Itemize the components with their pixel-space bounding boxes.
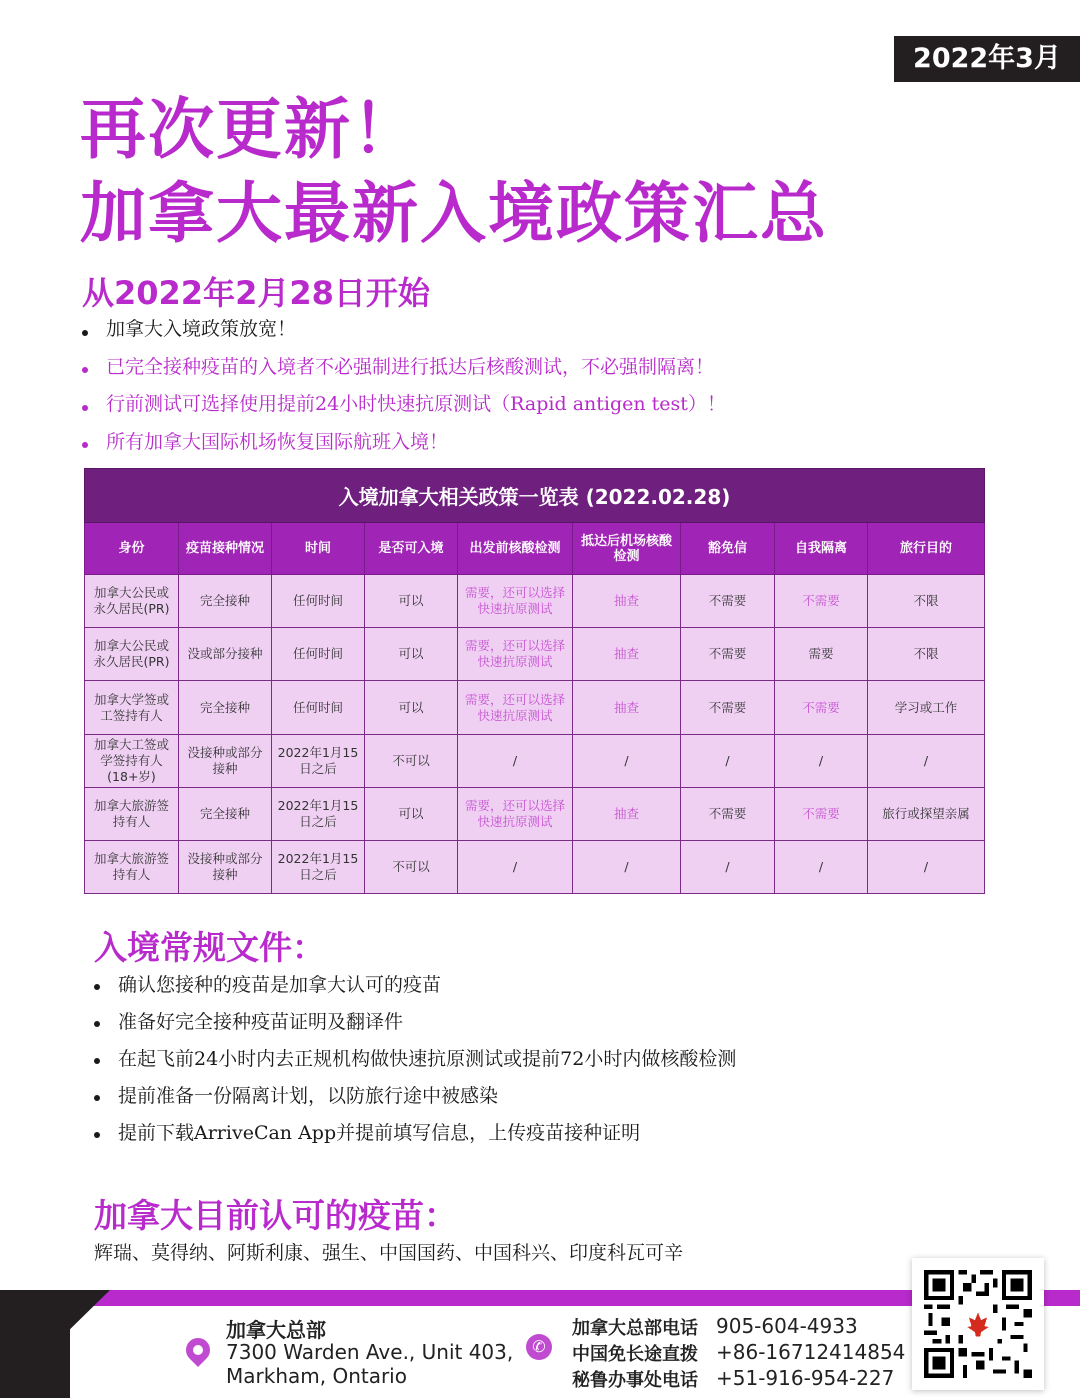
table-cell: 不需要 [775, 681, 868, 734]
table-row [85, 787, 985, 840]
contact-value[interactable]: 905-604-4933 [716, 1314, 858, 1338]
table-cell: 加拿大公民或永久居民(PR) [85, 628, 179, 681]
table-cell: 2022年1月15日之后 [272, 734, 365, 787]
table-cell: 不限 [868, 575, 985, 628]
table-cell: 需要，还可以选择快速抗原测试 [458, 575, 573, 628]
table-cell: 不需要 [681, 575, 775, 628]
table-cell: 不需要 [681, 628, 775, 681]
table-cell: 可以 [365, 575, 458, 628]
policy-news-list [80, 314, 726, 464]
page-title-line-1: 再次更新！ [80, 91, 420, 168]
list-item: 已完全接种疫苗的入境者不必强制进行抵达后核酸测试，不必强制隔离！ [80, 352, 726, 390]
table-cell: 加拿大学签或工签持有人 [85, 681, 179, 734]
vaccines-heading: 加拿大目前认可的疫苗： [94, 1196, 457, 1235]
qr-code-icon [924, 1270, 1032, 1378]
table-cell: 完全接种 [179, 575, 272, 628]
list-item: 确认您接种的疫苗是加拿大认可的疫苗 [92, 968, 736, 1005]
table-cell: 任何时间 [272, 628, 365, 681]
table-row [85, 840, 985, 893]
table-header: 出发前核酸检测 [458, 523, 573, 575]
table-cell: 可以 [365, 787, 458, 840]
hq-title: 加拿大总部 [226, 1318, 326, 1342]
table-row [85, 734, 985, 787]
table-cell: 完全接种 [179, 681, 272, 734]
qr-code[interactable] [912, 1258, 1044, 1390]
table-cell: 抽查 [573, 628, 681, 681]
table-cell: 不需要 [681, 787, 775, 840]
table-row [85, 628, 985, 681]
table-cell: 不可以 [365, 734, 458, 787]
page-title-line-2: 加拿大最新入境政策汇总 [80, 175, 828, 252]
table-cell: 任何时间 [272, 575, 365, 628]
table-cell: 加拿大旅游签持有人 [85, 840, 179, 893]
table-cell: 2022年1月15日之后 [272, 840, 365, 893]
table-cell: 抽查 [573, 787, 681, 840]
table-cell: 需要，还可以选择快速抗原测试 [458, 681, 573, 734]
contact-label: 中国免长途直拨 [572, 1344, 698, 1365]
table-cell: / [458, 734, 573, 787]
table-cell: 学习或工作 [868, 681, 985, 734]
list-item: 准备好完全接种疫苗证明及翻译件 [92, 1005, 736, 1042]
documents-list [92, 968, 736, 1153]
start-date-heading: 从2022年2月28日开始 [82, 274, 430, 312]
footer-dark-wedge [0, 1290, 110, 1398]
table-cell: / [573, 734, 681, 787]
table-cell: / [775, 734, 868, 787]
table-header: 疫苗接种情况 [179, 523, 272, 575]
table-cell: 不需要 [775, 575, 868, 628]
table-header: 自我隔离 [775, 523, 868, 575]
table-cell: 需要，还可以选择快速抗原测试 [458, 628, 573, 681]
list-item: 加拿大入境政策放宽！ [80, 314, 726, 352]
table-cell: 不需要 [681, 681, 775, 734]
address-line-1: 7300 Warden Ave., Unit 403, [226, 1340, 514, 1364]
table-caption: 入境加拿大相关政策一览表 (2022.02.28) [85, 469, 985, 523]
table-cell: 旅行或探望亲属 [868, 787, 985, 840]
table-row [85, 575, 985, 628]
phone-icon: ✆ [526, 1334, 552, 1360]
table-cell: 不可以 [365, 840, 458, 893]
table-cell: 2022年1月15日之后 [272, 787, 365, 840]
table-cell: 加拿大公民或永久居民(PR) [85, 575, 179, 628]
vaccines-list: 辉瑞、莫得纳、阿斯利康、强生、中国国药、中国科兴、印度科瓦可辛 [94, 1242, 684, 1264]
table-cell: 加拿大工签或学签持有人(18+岁) [85, 734, 179, 787]
table-cell: / [868, 734, 985, 787]
table-cell: / [681, 840, 775, 893]
documents-heading: 入境常规文件： [94, 928, 325, 967]
table-header-row [85, 523, 985, 575]
table-cell: 没或部分接种 [179, 628, 272, 681]
table-cell: 没接种或部分接种 [179, 840, 272, 893]
policy-table [84, 468, 985, 894]
table-header: 抵达后机场核酸检测 [573, 523, 681, 575]
table-header: 时间 [272, 523, 365, 575]
list-item: 提前下载ArriveCan App并提前填写信息，上传疫苗接种证明 [92, 1116, 736, 1153]
table-cell: 可以 [365, 681, 458, 734]
table-cell: 没接种或部分接种 [179, 734, 272, 787]
table-cell: 需要，还可以选择快速抗原测试 [458, 787, 573, 840]
list-item: 行前测试可选择使用提前24小时快速抗原测试（Rapid antigen test）！ [80, 389, 726, 427]
table-cell: 不需要 [775, 787, 868, 840]
contact-label: 加拿大总部电话 [572, 1318, 698, 1339]
table-cell: / [573, 840, 681, 893]
table-header: 是否可入境 [365, 523, 458, 575]
table-cell: 加拿大旅游签持有人 [85, 787, 179, 840]
table-cell: / [458, 840, 573, 893]
list-item: 提前准备一份隔离计划，以防旅行途中被感染 [92, 1079, 736, 1116]
table-cell: 可以 [365, 628, 458, 681]
table-row [85, 681, 985, 734]
contact-value[interactable]: +51-916-954-227 [716, 1366, 895, 1390]
table-header: 豁免信 [681, 523, 775, 575]
table-cell: 抽查 [573, 575, 681, 628]
table-header: 身份 [85, 523, 179, 575]
table-cell: / [868, 840, 985, 893]
table-cell: / [681, 734, 775, 787]
table-cell: 完全接种 [179, 787, 272, 840]
contact-label: 秘鲁办事处电话 [572, 1370, 698, 1391]
table-cell: 任何时间 [272, 681, 365, 734]
table-header: 旅行目的 [868, 523, 985, 575]
table-cell: / [775, 840, 868, 893]
date-badge: 2022年3月 [894, 36, 1080, 82]
location-pin-icon [181, 1333, 215, 1367]
table-cell: 需要 [775, 628, 868, 681]
table-cell: 抽查 [573, 681, 681, 734]
list-item: 在起飞前24小时内去正规机构做快速抗原测试或提前72小时内做核酸检测 [92, 1042, 736, 1079]
address-line-2: Markham, Ontario [226, 1364, 407, 1388]
list-item: 所有加拿大国际机场恢复国际航班入境！ [80, 427, 726, 465]
contact-value[interactable]: +86-16712414854 [716, 1340, 906, 1364]
table-cell: 不限 [868, 628, 985, 681]
